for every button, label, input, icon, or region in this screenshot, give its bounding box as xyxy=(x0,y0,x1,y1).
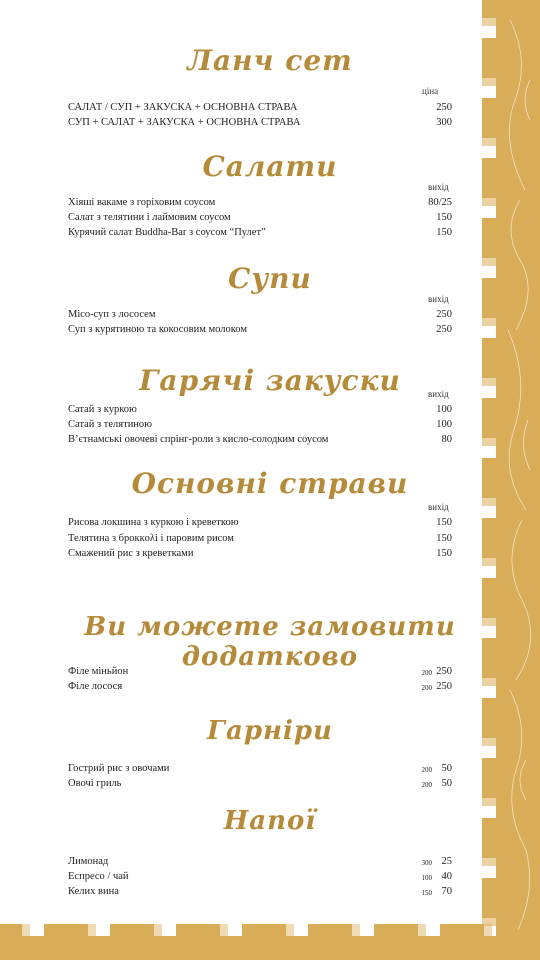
menu-item: Рисова локшина з куркою і креветкою xyxy=(68,517,239,528)
menu-item-weight: 100 xyxy=(436,404,452,415)
menu-item-weight: 150 xyxy=(436,227,452,238)
menu-item-weight: 200 xyxy=(421,669,432,677)
menu-item-weight: 200 xyxy=(421,781,432,789)
section-title-soups: Супи xyxy=(228,262,312,295)
menu-item: Гострий рис з овочами xyxy=(68,763,170,774)
column-header-weight: вихід xyxy=(428,502,449,512)
menu-item: Келих вина xyxy=(68,886,119,897)
menu-item: Овочі гриль xyxy=(68,778,122,789)
menu-item: Місо-суп з лососем xyxy=(68,309,156,320)
menu-item: Сатай з телятиною xyxy=(68,419,153,430)
menu-item-weight: 300 xyxy=(421,859,432,867)
menu-item-weight: 80 xyxy=(441,434,452,445)
menu-item: САЛАТ / СУП + ЗАКУСКА + ОСНОВНА СТРАВА xyxy=(68,102,298,113)
menu-item-price: 50 xyxy=(441,763,452,774)
menu-item-weight: 150 xyxy=(436,212,452,223)
gold-brush-border-bottom xyxy=(0,936,540,960)
menu-item-weight: 150 xyxy=(436,533,452,544)
menu-item-weight: 100 xyxy=(421,874,432,882)
menu-item: Лимонад xyxy=(68,856,109,867)
menu-item: СУП + САЛАТ + ЗАКУСКА + ОСНОВНА СТРАВА xyxy=(68,117,301,128)
menu-item: В’єтнамські овочеві спрінг-роли з кисло-солодким соусом xyxy=(68,434,329,445)
menu-item-weight: 150 xyxy=(436,517,452,528)
menu-item-weight: 250 xyxy=(436,309,452,320)
menu-item: Салат з телятини і лаймовим соусом xyxy=(68,212,231,223)
menu-item: Суп з курятиною та кокосовим молоком xyxy=(68,324,248,335)
menu-item-price: 250 xyxy=(436,681,452,692)
menu-item: Еспресо / чай xyxy=(68,871,129,882)
menu-item-price: 50 xyxy=(441,778,452,789)
menu-item: Сатай з куркою xyxy=(68,404,137,415)
menu-item: Курячий салат Buddha-Bar з соусом “Пулет” xyxy=(68,227,266,238)
menu-item-weight: 200 xyxy=(421,766,432,774)
section-title-extra: Ви можете замовити додатково xyxy=(84,612,456,672)
menu-item-weight: 150 xyxy=(421,889,432,897)
menu-item: Хіяші вакаме з горіховим соусом xyxy=(68,197,216,208)
section-title-lunch: Ланч сет xyxy=(187,44,353,77)
column-header-weight: вихід xyxy=(428,389,449,399)
section-title-salads: Салати xyxy=(202,150,338,183)
menu-item-weight: 80/25 xyxy=(428,197,452,208)
column-header-price: ціна xyxy=(422,86,439,96)
menu-item-weight: 150 xyxy=(436,548,452,559)
section-title-sides: Гарніри xyxy=(207,716,333,746)
column-header-weight: вихід xyxy=(428,294,449,304)
menu-item-weight: 200 xyxy=(421,684,432,692)
menu-item-weight: 100 xyxy=(436,419,452,430)
menu-item: Філе міньйон xyxy=(68,666,129,677)
menu-item-price: 250 xyxy=(436,666,452,677)
menu-item: Смажений рис з креветками xyxy=(68,548,194,559)
menu-item-price: 300 xyxy=(436,117,452,128)
section-title-drinks: Напої xyxy=(223,806,317,836)
menu-item: Філе лосося xyxy=(68,681,123,692)
menu-item-price: 25 xyxy=(441,856,452,867)
menu-item-price: 70 xyxy=(441,886,452,897)
menu-item-price: 40 xyxy=(441,871,452,882)
section-title-hot-snacks: Гарячі закуски xyxy=(139,364,401,397)
menu-item-price: 250 xyxy=(436,102,452,113)
menu-item-weight: 250 xyxy=(436,324,452,335)
column-header-weight: вихід xyxy=(428,182,449,192)
section-title-mains: Основні страви xyxy=(131,467,409,500)
menu-item: Телятина з броккολі і паровим рисом xyxy=(68,533,234,544)
